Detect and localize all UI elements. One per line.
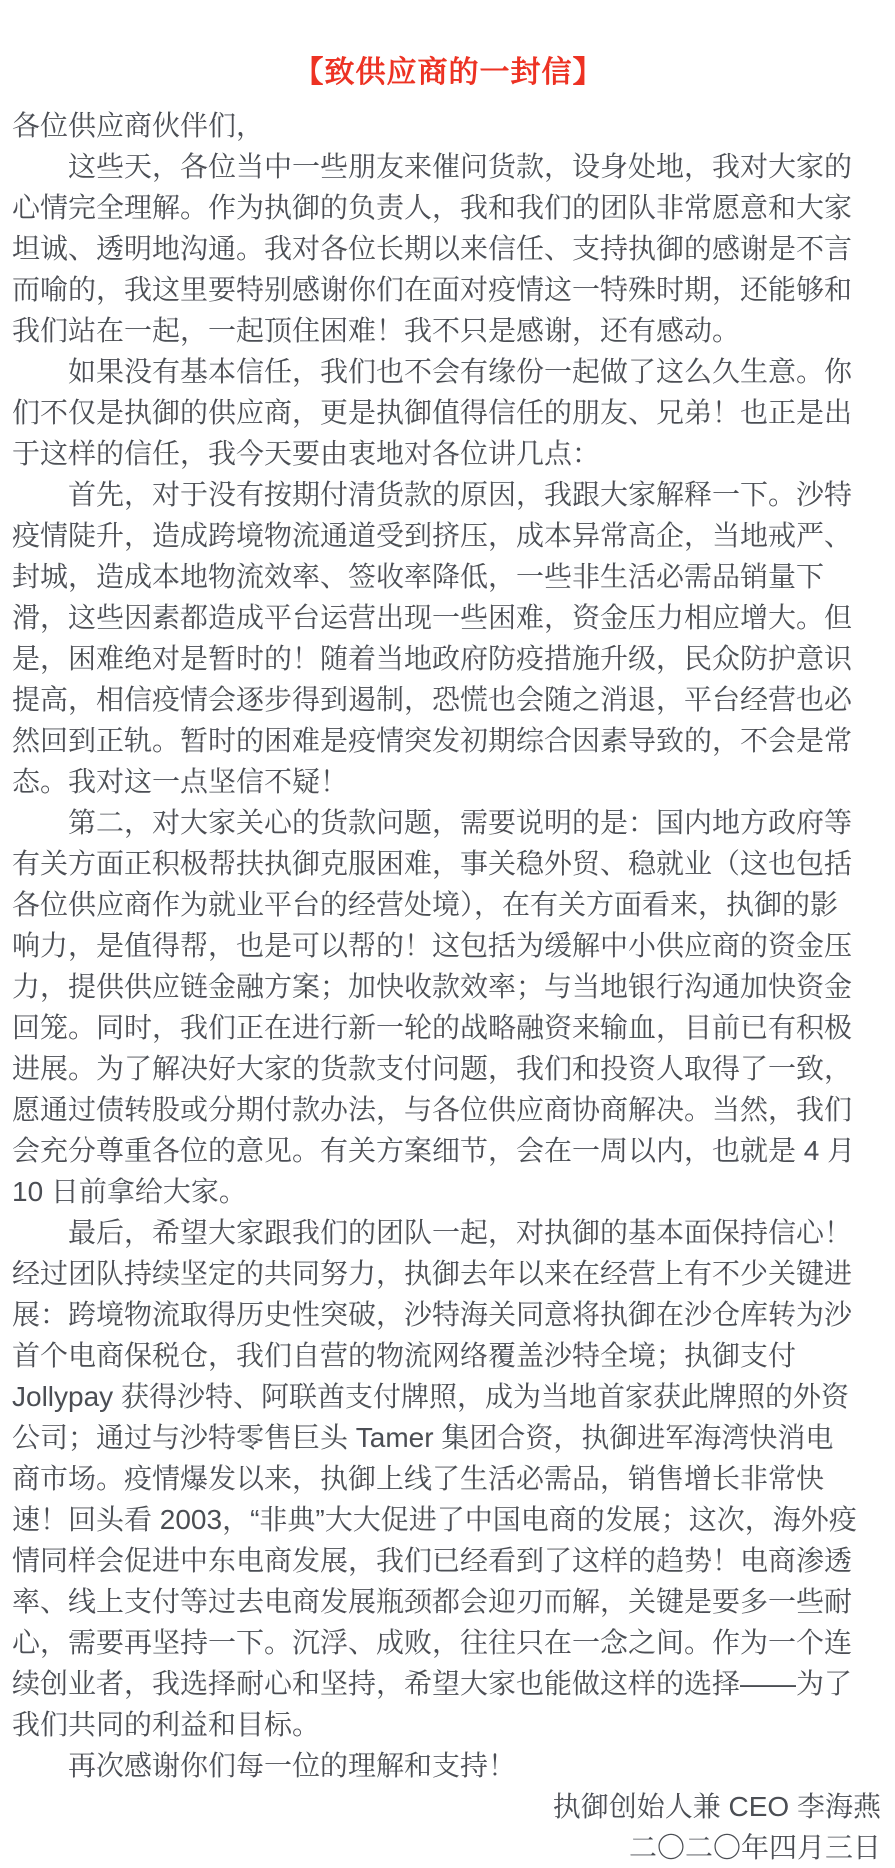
letter-paragraph: 第二，对大家关心的货款问题，需要说明的是：国内地方政府等有关方面正积极帮扶执御克服困难，事关稳外贸、稳就业（这也包括各位供应商作为就业平台的经营处境），在有关方面看来，执御的影响力，是值得帮，也是可以帮的！这包括为缓解中小供应商的资金压力，提供供应链金融方案；加快收款效率；与当地银行沟通加快资金回笼。同时，我们正在进行新一轮的战略融资来输血，目前已有积极进展。为了解决好大家的货款支付问题，我们和投资人取得了一致，愿通过债转股或分期付款办法，与各位供应商协商解决。当然，我们会充分尊重各位的意见。有关方案细节，会在一周以内，也就是 4 月 10 日前拿给大家。 <box>12 807 856 1207</box>
letter-paragraph: 这些天，各位当中一些朋友来催问货款，设身处地，我对大家的心情完全理解。作为执御的负责人，我和我们的团队非常愿意和大家坦诚、透明地沟通。我对各位长期以来信任、支持执御的感谢是不言而喻的，我这里要特别感谢你们在面对疫情这一特殊时期，还能够和我们站在一起，一起顶住困难！我不只是感谢，还有感动。 <box>12 151 853 346</box>
letter-paragraph: 再次感谢你们每一位的理解和支持！ <box>68 1750 517 1781</box>
letter-paragraph: 最后，希望大家跟我们的团队一起，对执御的基本面保持信心！经过团队持续坚定的共同努力，执御去年以来在经营上有不少关键进展：跨境物流取得历史性突破，沙特海关同意将执御在沙仓库转为沙首个电商保税仓，我们自营的物流网络覆盖沙特全境；执御支付Jollypay 获得沙特、阿联酋支付牌照，成为当地首家获此牌照的外资公司；通过与沙特零售巨头 Tamer 集团合资，执御进军海湾快消电商市场。疫情爆发以来，执御上线了生活必需品，销售增长非常快速！回头看 2003，“非典”大大促进了中国电商的发展；这次，海外疫情同样会促进中东电商发展，我们已经看到了这样的趋势！电商渗透率、线上支付等过去电商发展瓶颈都会迎刃而解，关键是要多一些耐心，需要再坚持一下。沉浮、成败，往往只在一念之间。作为一个连续创业者，我选择耐心和坚持，希望大家也能做这样的选择——为了我们共同的利益和目标。 <box>12 1217 857 1740</box>
signature-line: 执御创始人兼 CEO 李海燕 <box>552 1791 881 1822</box>
letter-paragraph: 首先，对于没有按期付清货款的原因，我跟大家解释一下。沙特疫情陡升，造成跨境物流通道受到挤压，成本异常高企，当地戒严、封城，造成本地物流效率、签收率降低，一些非生活必需品销量下滑，这些因素都造成平台运营出现一些困难，资金压力相应增大。但是，困难绝对是暂时的！随着当地政府防疫措施升级，民众防护意识提高，相信疫情会逐步得到遏制，恐慌也会随之消退，平台经营也必然回到正轨。暂时的困难是疫情突发初期综合因素导致的，不会是常态。我对这一点坚信不疑！ <box>12 479 853 797</box>
letter-body <box>12 105 857 1786</box>
letter-paragraph: 如果没有基本信任，我们也不会有缘份一起做了这么久生意。你们不仅是执御的供应商，更是执御值得信任的朋友、兄弟！也正是出于这样的信任，我今天要由衷地对各位讲几点： <box>12 356 853 469</box>
letter-title: 【致供应商的一封信】 <box>293 56 604 89</box>
date-line: 二〇二〇年四月三日 <box>628 1832 881 1863</box>
salutation: 各位供应商伙伴们， <box>12 110 265 141</box>
